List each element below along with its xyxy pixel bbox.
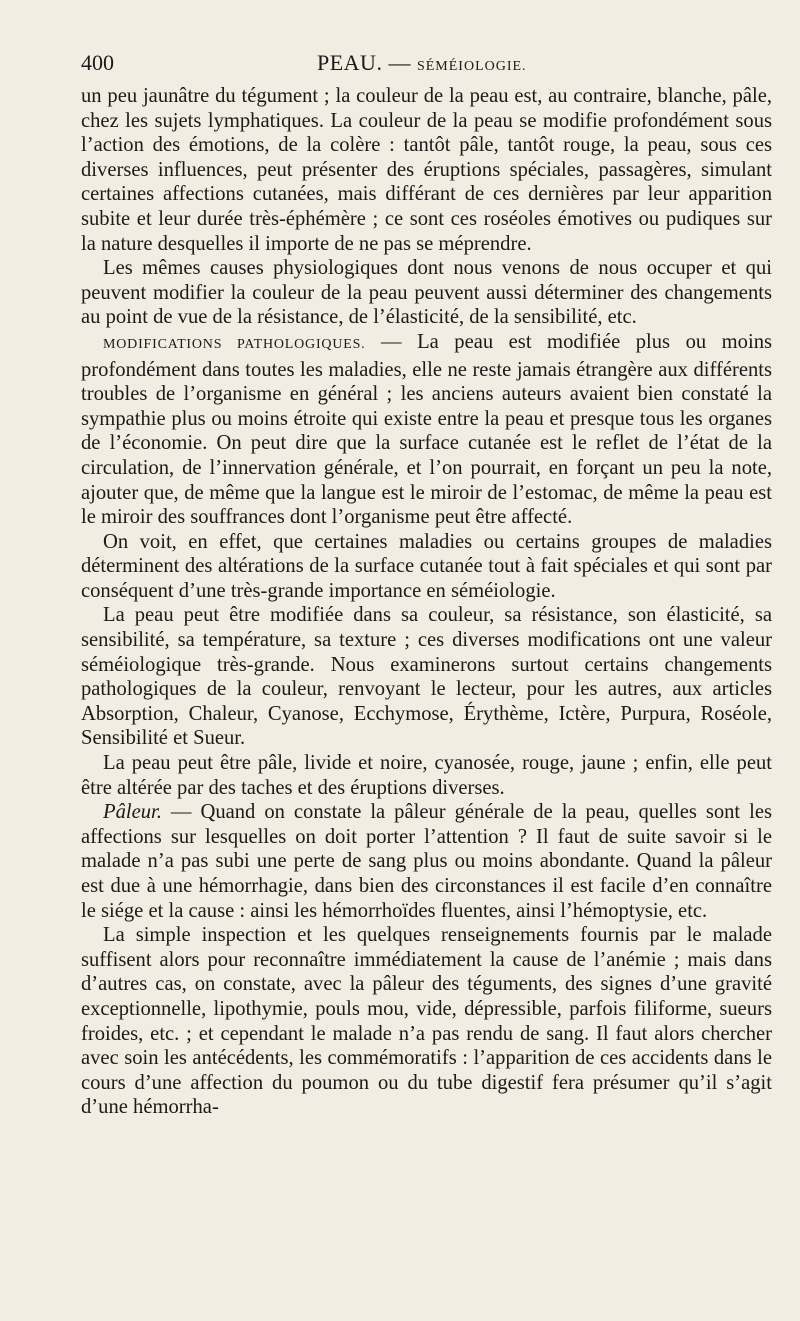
section-heading-paleur: Pâleur. <box>103 801 162 824</box>
paragraph-7 <box>81 800 772 923</box>
running-title-subtitle: SÉMÉIOLOGIE. <box>416 59 527 74</box>
paragraph-1: un peu jaunâtre du tégument ; la couleur de la peau est, au contraire, blanche, pâle, chez les sujets lymphatiques. La couleur de la peau se modifie profondément sous l’action des émotions, de la colère : tantôt pâle, tantôt rouge, la peau, sous ces diverses influences, peut présenter des éruptions spéciales, passagères, simulant certaines affections cutanées, mais différant de ces dernières par leur apparition subite et leur durée très-éphémère ; ce sont ces roséoles émotives ou pudiques sur la nature desquelles il importe de ne pas se méprendre. <box>81 85 772 255</box>
paragraph-3 <box>81 330 772 530</box>
page-number: 400 <box>81 50 114 75</box>
running-head <box>81 48 772 82</box>
paragraph-8: La simple inspection et les quelques renseignements fournis par le malade suffisent alors pour reconnaître immédiatement la cause de l’anémie ; mais dans d’autres cas, on constate, avec la pâleur des téguments, des signes d’une gravité exceptionnelle, lipothymie, pouls mou, vide, dépressible, parfois filiforme, sueurs froides, etc. ; et cependant le malade n’a pas rendu de sang. Il faut alors chercher avec soin les antécédents, les commémoratifs : l’apparition de ces accidents dans le cours d’une affection du poumon ou du tube digestif fera présumer qu’il s’agit d’une hémorrha- <box>81 924 772 1119</box>
paragraph-3-text: — La peau est modifiée plus ou moins profondément dans toutes les maladies, elle ne reste jamais étrangère aux différents troubles de l’organisme en général ; les anciens auteurs avaient bien constaté la sympathie plus ou moins étroite qui existe entre la peau et presque tous les organes de l’économie. On peut dire que la surface cutanée est le reflet de l’état de la circulation, de l’innervation générale, et l’on pourrait, en forçant un peu la note, ajouter que, de même que la langue est le miroir de l’estomac, de même la peau est le miroir des souffrances dont l’organisme peut être affecté. <box>81 330 773 529</box>
paragraph-5: La peau peut être modifiée dans sa couleur, sa résistance, son élasticité, sa sensibilité, sa température, sa texture ; ces diverses modifications ont une valeur séméiologique très-grande. Nous examinerons surtout certains changements pathologiques de la couleur, renvoyant le lecteur, pour les autres, aux articles Absorption, Chaleur, Cyanose, Ecchymose, Érythème, Ictère, Purpura, Roséole, Sensibilité et Sueur. <box>81 604 772 750</box>
running-title-main: PEAU. <box>317 50 383 75</box>
paragraph-7-text: — Quand on constate la pâleur générale de la peau, quelles sont les affections sur lesquelles on doit porter l’attention ? Il faut de suite savoir si le malade n’a pas subi une perte de sang plus ou moins abondante. Quand la pâleur est due à une hémorrhagie, dans bien des circonstances il est facile d’en connaître le siége et la cause : ainsi les hémorrhoïdes fluentes, ainsi l’hémoptysie, etc. <box>81 801 772 922</box>
body-text <box>81 84 772 1120</box>
paragraph-4: On voit, en effet, que certaines maladies ou certains groupes de maladies déterminent des altérations de la surface cutanée tout à fait spéciales et qui sont par conséquent d’une très-grande importance en séméiologie. <box>81 530 772 602</box>
section-heading-modifications: MODIFICATIONS PATHOLOGIQUES. <box>103 336 366 352</box>
running-title-separator: — <box>388 50 411 75</box>
running-title <box>317 48 527 82</box>
paragraph-2: Les mêmes causes physiologiques dont nous venons de nous occuper et qui peuvent modifier la couleur de la peau peuvent aussi déterminer des changements au point de vue de la résistance, de l’élasticité, de la sensibilité, etc. <box>81 257 772 329</box>
paragraph-6: La peau peut être pâle, livide et noire, cyanosée, rouge, jaune ; enfin, elle peut être altérée par des taches et des éruptions diverses. <box>81 752 772 799</box>
